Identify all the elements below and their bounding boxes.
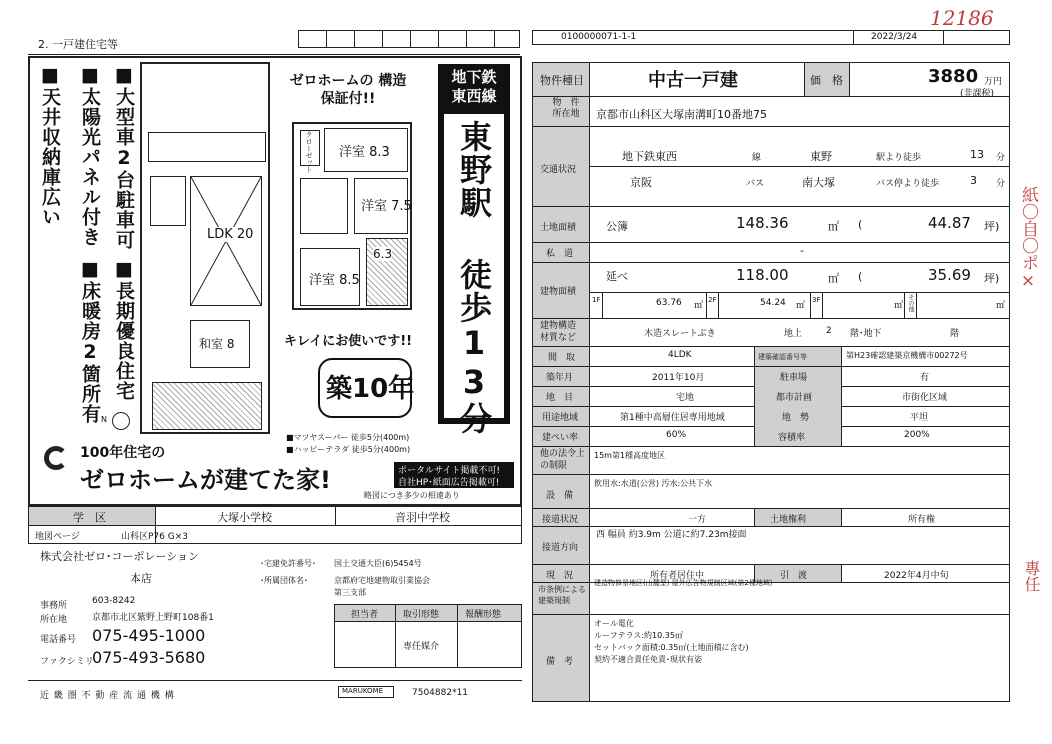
land-tsubo: 44.87 [928, 214, 971, 232]
feature-floor-heating: ■床暖房2箇所有 [79, 258, 101, 424]
handwritten-exclusive-note: 專任 [1022, 560, 1041, 592]
transport-minutes-1: 13 [970, 148, 984, 161]
subway-line-label: 地下鉄 東西線 [451, 68, 497, 105]
zero-home-logo [44, 446, 68, 470]
junior-high-school: 音羽中学校 [395, 511, 450, 524]
transport-line-2: 京阪 [630, 176, 652, 189]
city-plan: 市街化区域 [902, 393, 948, 403]
deal-type: 専任媒介 [403, 642, 440, 652]
land-right: 所有権 [908, 515, 936, 525]
header-id-row [532, 30, 1010, 45]
age-badge: 築10年 [318, 358, 412, 418]
clean-message: キレイにお使いです!! [284, 334, 413, 349]
agent-company: 株式会社ゼロ･コーポレーション [40, 550, 200, 563]
structure: 木造スレートぶき [644, 329, 716, 339]
building-area: 118.00 [736, 266, 789, 284]
room-youshitsu-4: 6.3 [366, 238, 408, 306]
room-youshitsu-3: 洋室 8.5 [300, 248, 360, 306]
remark-1: オール電化 [594, 619, 634, 628]
room-youshitsu-1: 洋室 8.3 [324, 128, 408, 172]
guarantee-text: ゼロホームの 構造保証付!! [289, 73, 407, 107]
room-youshitsu-2: 洋室 7.5 [354, 178, 408, 234]
feature-solar-panel: ■太陽光パネル付き [79, 64, 101, 247]
transport-line-1: 地下鉄東西 [622, 150, 677, 163]
property-number: 0100000071-1-1 [561, 32, 637, 42]
floor1-area: 63.76 [656, 298, 682, 308]
terrain: 平坦 [910, 413, 929, 423]
footer-code: 7504882*11 [412, 688, 469, 698]
handover: 2022年4月中旬 [884, 571, 949, 581]
license-number: 国土交通大臣(6)5454号 [334, 559, 422, 568]
transport-station-2: 南大塚 [802, 176, 835, 189]
company-tagline: ゼロホームが建てた家! [80, 466, 331, 494]
road-type: 一方 [688, 515, 707, 525]
floor2-area: 54.24 [760, 298, 786, 308]
zoning: 第1種中高層住居専用地域 [620, 413, 725, 423]
shop-2: ■ハッピーテラダ 徒歩5分(400m) [286, 445, 411, 454]
handwritten-side-note: 紙〇自〇ポ× [1018, 186, 1038, 291]
floor-area-ratio: 200% [904, 430, 930, 440]
property-location: 京都市山科区大塚南溝町10番地75 [596, 108, 767, 121]
land-area: 148.36 [736, 214, 789, 232]
map-page: 山科区P76 G×3 [121, 532, 188, 542]
compass-icon: N [112, 412, 130, 430]
building-cert: 第H23確認建築京機構市00272号 [846, 351, 968, 360]
company-slogan: 100年住宅の [80, 445, 166, 461]
tax-note: (非課税) [960, 89, 995, 99]
publish-date: 2022/3/24 [871, 32, 918, 42]
facilities: 飲用水:水道(公営) 汚水:公共下水 [594, 479, 713, 488]
transport-minutes-2: 3 [970, 174, 977, 187]
other-limits: 15m第1種高度地区 [594, 451, 666, 460]
built-date: 2011年10月 [652, 373, 705, 383]
portal-note-box: ポータルサイト掲載不可! 自社HP･紙面広告掲載可! [394, 462, 514, 488]
system-logo: MARUKOME [338, 686, 394, 698]
parking: 有 [920, 373, 930, 383]
elementary-school: 大塚小学校 [217, 511, 272, 524]
postal-code: 603-8242 [92, 596, 136, 606]
land-category: 宅地 [676, 393, 695, 403]
agent-branch: 本店 [130, 572, 152, 585]
shop-1: ■マツヤスーパー 徒歩5分(400m) [286, 433, 410, 442]
ordinance: 建造物修景地区(山麓型) 屋外広告物規制区域(第2種地域) [594, 579, 773, 587]
station-banner [438, 64, 510, 435]
feature-ceiling-storage: ■天井収納庫広い [39, 64, 61, 227]
floor-plan-2f: 洋室 8.3 クローゼット 洋室 7.5 洋室 8.5 6.3 [292, 122, 412, 310]
map-note: 略図につき多少の相違あり [364, 491, 460, 500]
layout: 4LDK [668, 350, 692, 360]
transport-station-1: 東野 [810, 150, 832, 163]
remark-4: 契約不適合責任免責･現状有姿 [594, 655, 702, 664]
room-ldk: LDK 20 [190, 176, 262, 306]
coverage-ratio: 60% [666, 430, 687, 440]
deal-table: 担当者 取引形態 報酬形態 専任媒介 [334, 604, 522, 668]
room-washitsu: 和室 8 [190, 320, 250, 368]
private-road: - [800, 244, 804, 257]
road-direction: 西 幅員 約3.9m 公道に約7.23m接面 [596, 530, 747, 540]
floors-above: 2 [826, 326, 832, 336]
agent-address: 京都市北区紫野上野町108番1 [92, 613, 214, 623]
price-value: 3880 [928, 66, 979, 87]
building-tsubo: 35.69 [928, 266, 971, 284]
header-cells-left [298, 30, 520, 48]
remark-3: セットバック面積:0.35㎡(土地面積に含む) [594, 643, 749, 652]
feature-long-term-house: ■長期優良住宅 [113, 258, 135, 401]
station-walk-text: 東野駅 徒歩13分 [455, 120, 493, 435]
association: 京都府宅地建物取引業協会 [334, 576, 430, 585]
category-title: 2. 一戸建住宅等 [38, 38, 118, 51]
current-status: 所有者居住中 [650, 571, 705, 581]
handwritten-number: 12186 [930, 6, 994, 30]
floor-plan-1f [140, 62, 270, 434]
school-table: 学 区 大塚小学校 音羽中学校 地図ページ 山科区P76 G×3 [28, 506, 522, 544]
parking-area [152, 382, 262, 430]
footer-org: 近 畿 圏 不 動 産 流 通 機 構 [40, 691, 175, 701]
agent-phone: 075-495-1000 [92, 626, 206, 645]
property-type: 中古一戸建 [648, 70, 738, 91]
remark-2: ルーフテラス:約10.35㎡ [594, 631, 683, 640]
agent-fax: 075-493-5680 [92, 648, 206, 667]
feature-parking: ■大型車2台駐車可 [113, 64, 135, 250]
